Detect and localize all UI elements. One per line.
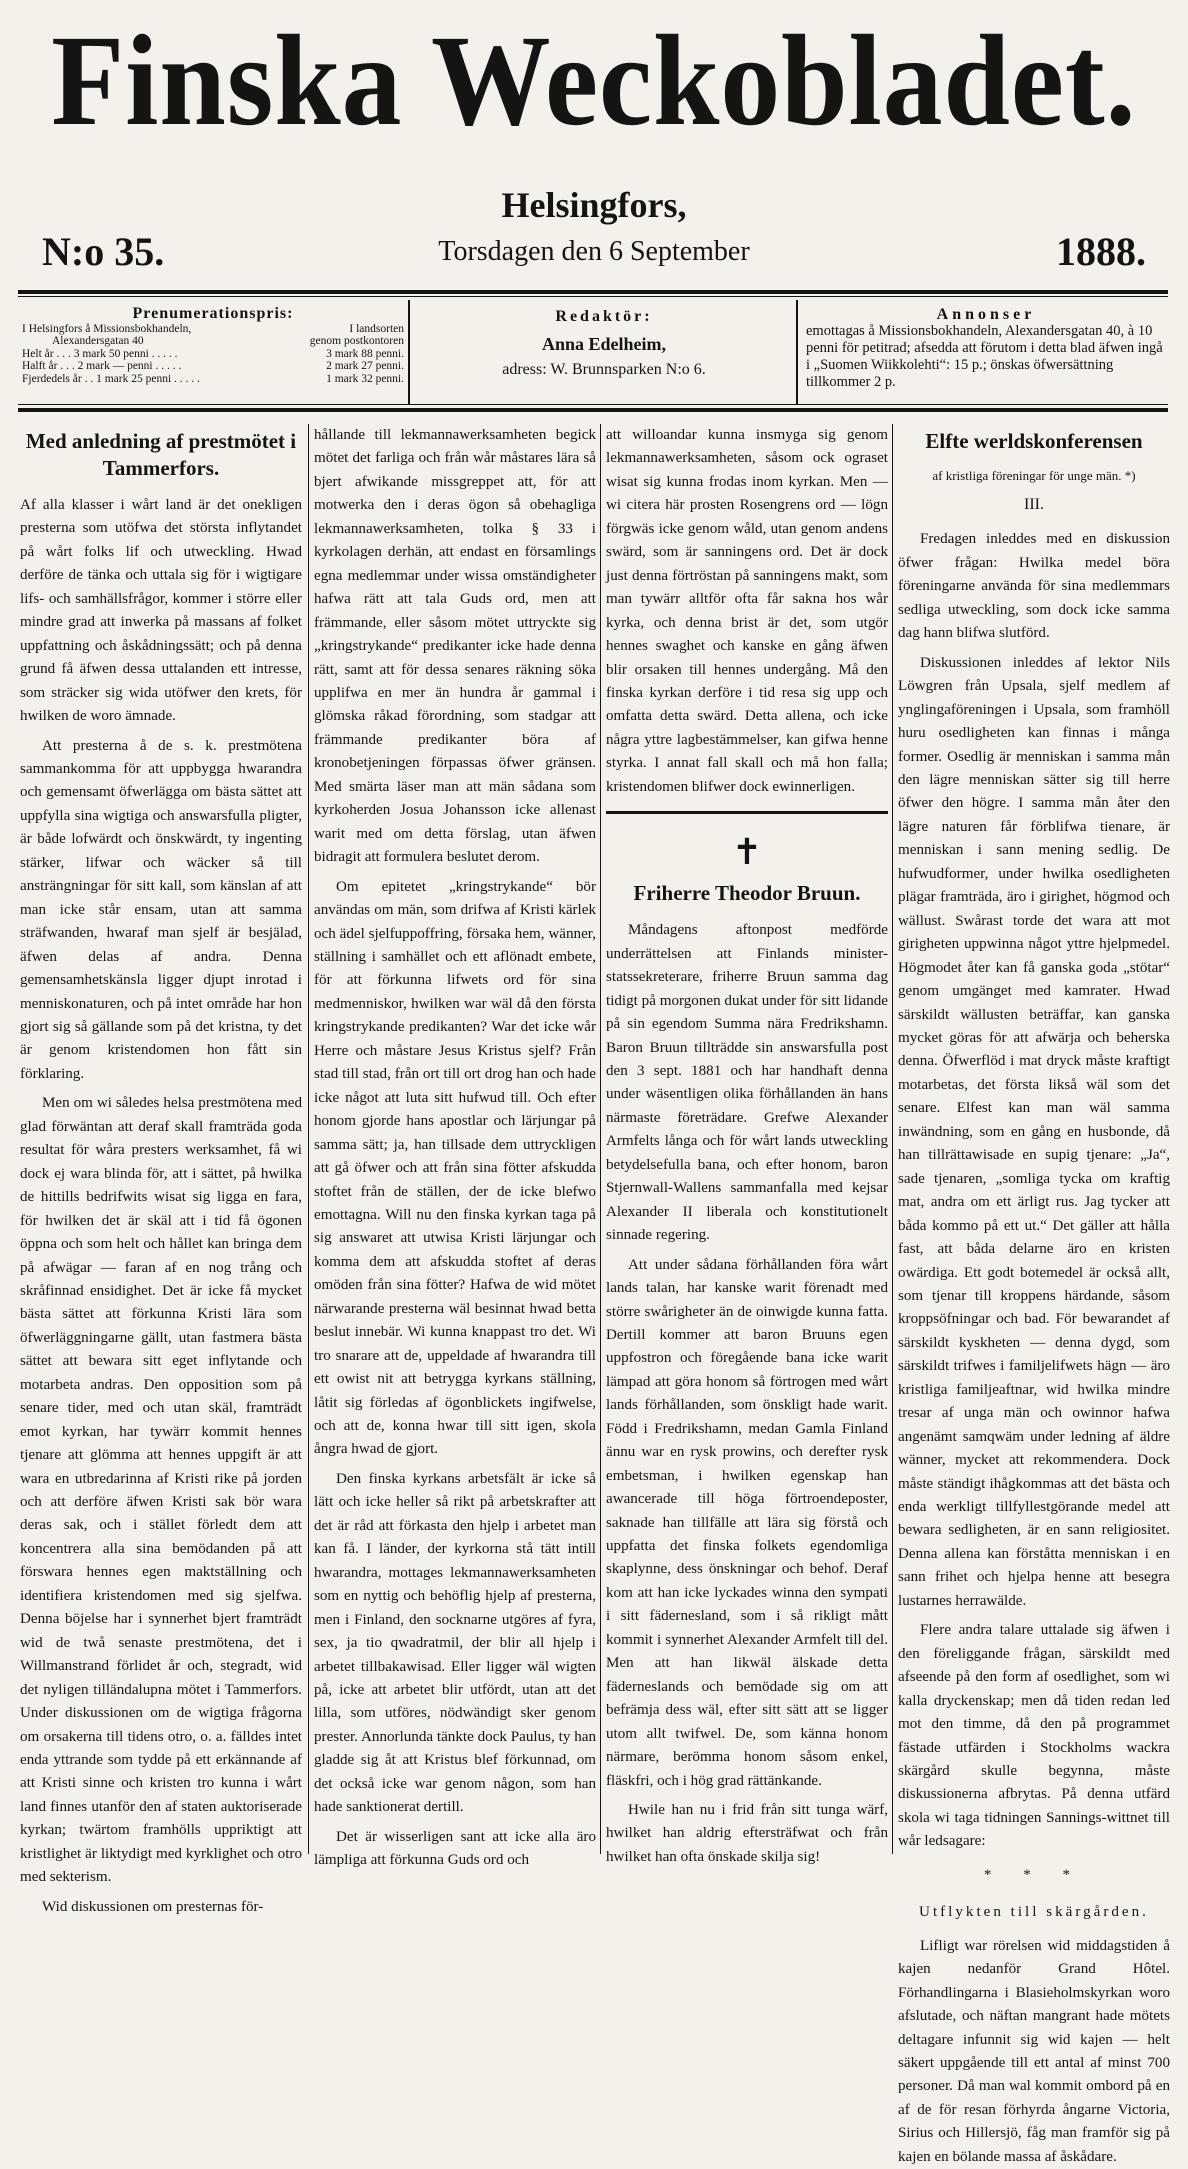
subscription-row-b: 2 mark 27 penni. — [326, 360, 404, 372]
article-paragraph: Att under sådana förhållanden föra wårt lands talan, har kanske warit förenadt med större swårigheter än de oinwigde kunna fatta. Dertill kommer att baron Bruuns egen uppfostron och föregående bana icke warit lämpad att göra honom så förtrogen med wårt lands förhållanden, som önskligt hade warit. Född i Fredrikshamn, medan Gamla Finland ännu war en rysk prowins, och derefter rysk embetsman, i hwilken egenskap han awancerade till höga förtroendeposter, saknade han tillfälle att lära sig förstå och uppfatta det finska folkets egendomliga skaplynne, dess önskningar och behof. Deraf kom att han icke lyckades winna den sympati i sitt fädernesland, som i så rikligt mått kommit i synnerhet Alexander Armfelt till del. Men att han likwäl älskade detta fäderneslands och bemödade sig om att befrämja dess wäl, efter sitt sätt att se ligger utom allt twifwel. De, som känna honom närmare, berömma honom såsom enkel, fläskfri, och i hög grad rättänkande. — [606, 1256, 888, 1789]
subscription-box — [18, 300, 406, 404]
column-divider — [892, 424, 893, 1854]
ads-box — [800, 300, 1168, 404]
editor-heading: Redaktör: — [555, 308, 653, 325]
subscription-row — [22, 360, 404, 373]
subscription-row-a: Helt år . . . 3 mark 50 penni . . . . . — [22, 347, 178, 360]
info-rule — [18, 404, 1168, 405]
editor-box — [414, 300, 794, 404]
subscription-row-a: Halft år . . . 2 mark — penni . . . . . — [22, 360, 182, 372]
article-paragraph: Att presterna å de s. k. prestmötena sammankomma för att uppbygga hwarandra och gemensamt öfwerlägga om bästa sättet att uppfylla sina wigtiga och answarsfulla pligter, är både lofwärdt och önskwärdt, ty ingenting stärker, lifwar och wäcker så till ansträngningar för sitt kall, som känslan af att man icke står ensam, utan att samma sträfwanden, hwaraf man sjelf är besjälad, äfwen delas af andra. Denna gemensamhetskänsla ligger djupt inrotad i menniskonaturen, och på intet område har hon gjort sig så gällande som på det kristna, ty det är genom kristendomen hon fått sin förklaring. — [20, 737, 302, 1082]
article-paragraph: Om epitetet „kringstrykande“ bör användas om män, som drifwa af Kristi kärlek och ädel sjelfuppoffring, försaka hem, wänner, ställning i samhället och ett aflönadt embete, för att förkunna lifwets ord för sina medmenniskor, hwilken war wäl då den första kringstrykande predikanten? War det icke wår Herre och måstare Jesus Kristus sjelf? Från stad till stad, från ort till ort drog han och hade icke något att luta sitt hufwud till. Och efter honom gjorde hans apostlar och lärjungar på samma sätt; ja, han tillsade dem uttryckligen att gå öfwer och att från sina fötter afskudda stoftet från de ställen, der de icke blefwo emottagna. Will nu den finska kyrkan taga på sig answaret att utwisa Kristi lärjungar och komma dem att afskudda stoftet af deras omöden från sina fötter? Hafwa de wid mötet närwarande presterna wäl besinnat hwad betta beslut innebär. Wi kunna knappast tro det. Wi tro snarare att de, uppeldade af hwarandra till ett owist nit att betrygga kyrkans ställning, låtit sig förledas af ögonblickets ingifwelse, och att de, konna hwar till sitt igen, skola ångra hwad de gjort. — [314, 878, 596, 1458]
cross-icon: ✝ — [731, 832, 763, 873]
article-paragraph: Den finska kyrkans arbetsfält är icke så lätt och icke heller så rikt på arbetskrafter att det är råd att förkasta den hjelp i arbetet man kan få. I länder, der kyrkorna stå tätt intill hwarandra, mottages lekmannawerksamheten som en nyttig och behöflig hjelp af presterna, men i Finland, den socknarne utgöres af fyra, sex, ja tio qwadratmil, der blir all hjelp i arbetet tillbakawisad. Eller ligger wäl wigten på, icke att arbetet blir utfördt, utan att det lilla, som utföres, nödwändigt sker genom prester. Annorlunda tänkte dock Paulus, ty han gladde sig åt att Kristus blef förkunnad, om det också icke war genom någon, som han hade sanktionerat dertill. — [314, 1470, 596, 1816]
article-paragraph: hållande till lekmannawerksamheten begick mötet det farliga och från wår måstares lära så bjert afwikande missgreppet att, för att motwerka den i deras ögon så obehagliga lekmannawerksamheten, tolka § 33 i kyrkolagen derhän, att endast en församlings egna medlemmar under wissa omständigheter hafwa rätt att tala Guds ord, men att främmande, eller såsom mötet uttryckte sig „kringstrykande“ predikanter icke hade denna rätt, samt att för dessa senares räkning söka upplifwa en mer än hundra år gammal i glömska råkad förordning, som stadgar att främmande predikanter böra af kronobetjeningen förpassas öfwer gränsen. Med smärta läser man att män sådana som kyrkoherden Josua Johansson icke allenast warit med om detta förslag, utan äfwen bidragit att formulera beslutet derom. — [314, 427, 596, 866]
section-stars: * * * — [983, 1866, 1085, 1883]
column-2 — [314, 424, 596, 1869]
article-paragraph: Fredagen inleddes med en diskussion öfwer frågan: Hwilka medel böra föreningarne använda för sina medlemmars sedliga utweckling, som dock icke samma dag hann blifwa slutförd. — [898, 531, 1170, 642]
part-number: III. — [1024, 496, 1044, 513]
subscription-col-b: I landsorten — [349, 322, 404, 335]
info-divider — [408, 300, 410, 404]
subsection-title: Utflykten till skärgården. — [919, 1904, 1149, 1921]
subscription-heading: Prenumerationspris: — [132, 305, 294, 322]
editor-name: Anna Edelheim, — [541, 334, 667, 354]
masthead — [0, 0, 1188, 160]
editor-address: adress: W. Brunnsparken N:o 6. — [502, 361, 706, 378]
subscription-row-b: 1 mark 32 penni. — [326, 372, 404, 385]
conference-headline: Elfte werldskonferensen — [925, 429, 1143, 453]
article-paragraph: Lifligt war rörelsen wid middagstiden å kajen nedanför Grand Hôtel. Förhandlingarna i Blasieholmskyrkan woro afslutade, och näftan mangrant hade mötets deltagare infunnit sig wid kajen — helt säkert uppgående till ett antal af minst 700 personer. Då man wal kommit ombord på en af de för resan förhyrda ångarne Victoria, Sirius och Hillersjö, fåg man framför sig på kajen en bölande massa af åskådare. — [898, 1937, 1170, 2165]
issue-number: N:o 35. — [42, 229, 165, 274]
issue-date: Torsdagen den 6 September — [438, 236, 750, 267]
column-4 — [898, 424, 1170, 2165]
newspaper-title: Finska Weckobladet. — [51, 9, 1137, 153]
column-1 — [20, 424, 302, 1915]
article-paragraph: Flere andra talare uttalade sig äfwen i den föreliggande frågan, särskildt med afseende på den form af osedlighet, som wi kalla dryckenskap; men då tiden redan led mot den timme, då den på programmet fästade utfärden i Stockholms wackra skärgård skulle begynna, måste diskussionerna afbrytas. På denna utfärd skola wi taga tidningen Sannings-wittnet till wår ledsagare: — [898, 1622, 1170, 1850]
ads-text: emottagas å Missionsbokhandeln, Alexandersgatan 40, à 10 penni för petitrad; afsedda att förutom i detta blad äfwen ingå i „Suomen Wiikkolehti“: 15 p.; önskas öfwersättning tillkommer 2 p. — [806, 323, 1163, 390]
city-line: Helsingfors, — [501, 185, 687, 225]
column-divider — [308, 424, 309, 1854]
subscription-row — [22, 373, 404, 386]
obituary-headline: Friherre Theodor Bruun. — [633, 881, 861, 906]
section-rule — [606, 811, 888, 814]
subscription-row — [22, 348, 404, 361]
info-bar — [18, 300, 1168, 404]
article-paragraph: Diskussionen inleddes af lektor Nils Löwgren från Upsala, sjelf medlem af ynglingaföreningen i Upsala, som framhöll huru osedligheten kan finnas i många former. Osedlig är menniskan i samma mån den lägre menniskan sätter sig till herre öfwer den högre. I samma mån åter den lägre naturen får förblifwa tienare, är menniskan i sann mening sedlig. De hufwudformer, under hwilka osedligheten plägar framträda, äro i girighet, högmod och wällust. Swårast torde det wara att mot girigheten uppwinna något yttre hjelpmedel. Högmodet åter kan få ganska goda „stötar“ genom umgänget med kamrater. Hwad särskildt wällusten beträffar, kan ganska mycket göras för att afwärja och beherska denna. Öfwerflöd i mat dryck måste kraftigt motarbetas, det första likså wäl som det senare. Elfest kan man wäl samma inwändning, som en gång en husbonde, då han tillrättawisade en supig tjenare: „Ja“, sade tjenaren, „somliga tycka om kraftig mat, andra om ett ärligt rus. Jag tycker att båda kommo på ett ut.“ Det gäller att hålla fast, att båda delarne äro en kristen owärdiga. Ett godt botemedel är också allt, som tjenar till kroppens härdande, såsom kroppsöfningar och bad. För bewarandet af särskildt kyskheten — denna dygd, som särskildt trifwes i familjelifwets hägn — äro kristliga familjeaftnar, wid hwilka mindre tresar af unga män och owinnor hafwa angenämt samqwäm under ledning af äldre wänner, mycket att rekommendera. Dock måste ständigt ihågkommas att det bästa och enda werkligt tillfyllestgörande medel att bewara sedligheten, är en sann religiositet. Denna allena kan förståtta menniskan i en sann frihet och hjelpa henne att besegra lustarnes herrawälde. — [898, 654, 1170, 1609]
info-divider — [796, 300, 798, 404]
issue-row — [0, 228, 1188, 278]
ads-heading: Annonser — [936, 306, 1036, 323]
subscription-row-b: 3 mark 88 penni. — [326, 347, 404, 360]
column-divider — [600, 424, 601, 1854]
article-paragraph: Wid diskussionen om presternas för- — [42, 1898, 264, 1915]
subscription-col-b2: genom postkontoren — [309, 335, 404, 347]
article-paragraph: Hwile han nu i frid från sitt tunga wärf, hwilket han aldrig eftersträfwat och från hwilket han ofta önskade skilja sig! — [606, 1802, 888, 1865]
conference-subline: af kristliga föreningar för unge män. *) — [932, 468, 1136, 483]
article-paragraph: Men om wi således helsa prestmötena med glad förwäntan att deraf skall framträda goda resultat för wåra presters werksamhet, få wi dock ej wara blinda för, att i sättet, på hwilka de hittills bedrifwits wisat sig ligga en fara, för hwilken det är skäl att i tid få ögonen öppna och som helt och hållet kan bringa dem på afwägar — faran af en nog trång och skråfinnad ensidighet. Det är icke få mycket bästa sättet att förkunna Kristi lära som öfwerläggningarne gällt, utan fastmera bästa sättet att bewara sitt eget inflytande och motarbeta andras. Den opposition som på senare tider, med och utan skäl, framträdt emot kyrkan, har tywärr kommit hennes tjenare att glömma att hennes uppgift är att wara en utbredarinna af Kristi rike på jorden och att derföre äfwen Kristi sak bör wara deras sak, och i stället förledt dem att koncentrera alla sina bemödanden på att förswara hennes egen maktställning och identifiera kristendomen med sig sjelfwa. Denna böjelse har i synnerhet bjert framträdt wid de twå senaste prestmötena, det i Willmanstrand förlidet år och, stegradt, wid det nyligen tilländalupna mötet i Tammerfors. Under diskussionen om de wigtiga frågorna om orsakerna till tidens otro, o. a. fälldes intet enda yttrande som tydde på ett erkännande af att Kristi sinne och kristen tro kunna i wårt land finnes utanför den af staten auktoriserade kyrkan; twärtom framhölls uppriktigt att kristlighet är liktydigt med kyrklighet och otro med sekterism. — [20, 1095, 302, 1886]
subscription-col-a2: Alexandersgatan 40 — [52, 335, 144, 347]
subscription-col-a: I Helsingfors å Missionsbokhandeln, — [22, 322, 192, 335]
article-columns — [18, 424, 1170, 2165]
article-headline: Med anledning af prestmötet i Tammerfors. — [25, 429, 297, 480]
article-paragraph: Af alla klasser i wårt land är det onekligen presterna som utöfwa det största inflytandet på wårt folks lif och utweckling. Hwad derföre de tänka och uttala sig för i wigtigare lifs- och samhällsfrågor, kommer i större eller mindre grad att inwerka på massans af folket uppfattning och åskådningssätt; och på denna grund få äfwen dessa uttalanden ett intresse, som sträcker sig wida utöfwer den krets, för hwilken de woro ämnade. — [20, 497, 302, 725]
subscription-row-a: Fjerdedels år . . 1 mark 25 penni . . . . . — [22, 372, 200, 385]
article-paragraph: att willoandar kunna insmyga sig genom lekmannawerksamheten, såsom ock ograset wisat sig kunna frodas inom kyrkan. Men — wi citera här prosten Rosengrens ord — lögn förgwäs icke genom wåld, utan genom andens swärd, som är sanningens ord. Det är dock just denna förtröstan på sanningens makt, som man tywärr alltför ofta får sakna hos wår kyrka, och denna brist är det, som utgör hennes swaghet och kanske en gång äfwen blir orsaken till hennes undergång. Må den finska kyrkan derföre i tid resa sig upp och omfatta detta swärd. Detta allena, och icke några yttre lagbestämmelser, kan gifwa henne styrka. I annat fall skall och må hon falla; kristendomen blifwer dock ewinnerligen. — [606, 427, 888, 795]
masthead-rule-thin — [18, 296, 1168, 297]
info-rule-thick — [18, 408, 1168, 412]
issue-year: 1888. — [1056, 229, 1146, 274]
article-paragraph: Det är wisserligen sant att icke alla äro lämpliga att förkunna Guds ord och — [314, 1828, 596, 1869]
masthead-rule — [18, 290, 1168, 294]
article-paragraph: Måndagens aftonpost medförde underrättelsen att Finlands minister-statssekreterare, friherre Bruun samma dag tidigt på morgonen dukat under för sitt lidande på sin egendom Summa nära Fredrikshamn. Baron Bruun tillträdde sin answarsfulla post den 3 sept. 1881 och har handhaft denna under wäsentligen olika förhållanden än hans närmaste företrädare. Grefwe Alexander Armfelts långa och för wårt lands utweckling betydelsefulla bana, och efter honom, baron Stjernwall-Wallens sammanfalla med kejsar Alexander II liberala och konstitutionelt sinnade regering. — [606, 922, 888, 1244]
subscription-location-row-2 — [22, 335, 404, 348]
subscription-location-row — [22, 323, 404, 336]
column-3 — [606, 424, 888, 1865]
